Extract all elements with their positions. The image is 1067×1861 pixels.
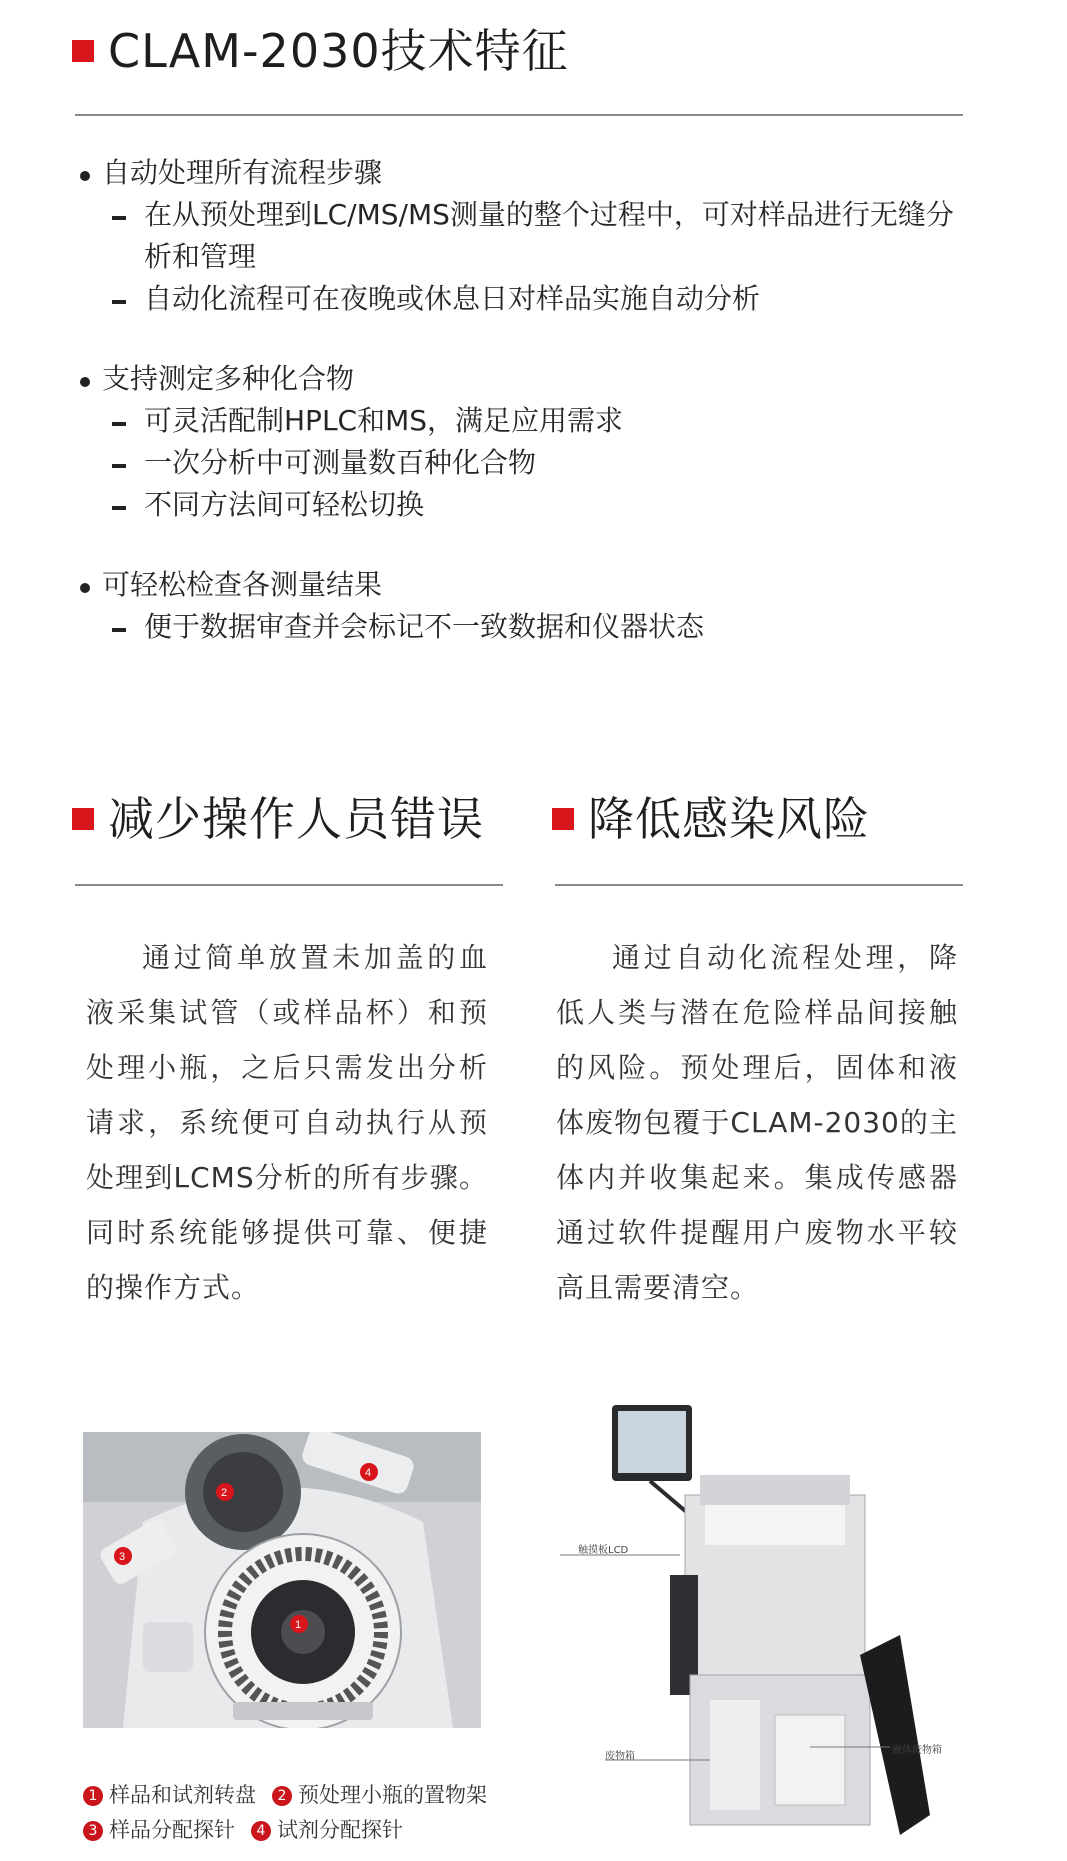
bullet-item [78, 152, 978, 194]
bullet-text: 自动处理所有流程步骤 [102, 156, 383, 189]
liquid-waste-label: 液体废物箱 [892, 1745, 942, 1756]
caption-item [251, 1813, 403, 1848]
main-heading [72, 24, 569, 78]
sub-text: 可灵活配制HPLC和MS，满足应用需求 [144, 404, 624, 437]
right-section-title: 降低感染风险 [588, 792, 870, 846]
caption-item [83, 1813, 235, 1848]
sub-text: 不同方法间可轻松切换 [144, 488, 425, 521]
left-paragraph: 通过简单放置未加盖的血液采集试管（或样品杯）和预处理小瓶，之后只需发出分析请求，系统便可自动执行从预处理到LCMS分析的所有步骤。同时系统能够提供可靠、便捷的操作方式。 [86, 941, 488, 1304]
dash-icon [112, 628, 126, 632]
waste-box-label: 废物箱 [605, 1751, 635, 1762]
sub-text: 便于数据审查并会标记不一致数据和仪器状态 [144, 610, 705, 643]
number-badge-icon: 1 [83, 1786, 103, 1806]
left-divider [75, 884, 503, 886]
instrument-photo [560, 1405, 980, 1840]
right-paragraph: 通过自动化流程处理，降低人类与潜在危险样品间接触的风险。预处理后，固体和液体废物包覆于CLAM-2030的主体内并收集起来。集成传感器通过软件提醒用户废物水平较高且需要清空。 [556, 941, 958, 1304]
sub-text: 在从预处理到LC/MS/MS测量的整个过程中，可对样品进行无缝分析和管理 [144, 198, 954, 273]
sub-text: 自动化流程可在夜晚或休息日对样品实施自动分析 [144, 282, 761, 315]
sub-item [78, 400, 978, 442]
marker-3-label: 3 [119, 1551, 126, 1563]
marker-4-label: 4 [365, 1467, 372, 1479]
number-badge-icon: 2 [272, 1786, 292, 1806]
dash-icon [112, 300, 126, 304]
red-square-icon [552, 808, 574, 830]
left-section-heading [72, 792, 484, 846]
dash-icon [112, 464, 126, 468]
sub-text: 一次分析中可测量数百种化合物 [144, 446, 537, 479]
bullet-text: 支持测定多种化合物 [102, 362, 355, 395]
bullet-dot-icon [80, 583, 90, 593]
bullet-item [78, 564, 978, 606]
sub-item [78, 606, 978, 648]
caption-label: 预处理小瓶的置物架 [298, 1783, 487, 1807]
photo-caption [83, 1778, 503, 1848]
sub-item [78, 194, 978, 278]
caption-label: 样品分配探针 [109, 1818, 235, 1842]
instrument-illustration [560, 1405, 980, 1840]
dash-icon [112, 422, 126, 426]
caption-row [83, 1813, 503, 1848]
feature-group [78, 564, 978, 648]
right-section-heading [552, 792, 870, 846]
title-divider [75, 114, 963, 116]
dash-icon [112, 216, 126, 220]
red-square-icon [72, 40, 94, 62]
number-badge-icon: 3 [83, 1821, 103, 1841]
dash-icon [112, 506, 126, 510]
right-divider [555, 884, 963, 886]
bullet-dot-icon [80, 377, 90, 387]
sub-item [78, 442, 978, 484]
feature-group [78, 152, 978, 320]
feature-list [78, 152, 978, 686]
caption-label: 样品和试剂转盘 [109, 1783, 256, 1807]
sub-item [78, 278, 978, 320]
red-square-icon [72, 808, 94, 830]
autosampler-photo [83, 1432, 481, 1728]
page-title: CLAM-2030技术特征 [108, 24, 569, 78]
left-section-title: 减少操作人员错误 [108, 792, 484, 846]
lcd-label: 触摸板LCD [578, 1545, 629, 1556]
marker-1-label: 1 [295, 1619, 302, 1631]
feature-group [78, 358, 978, 526]
autosampler-illustration [83, 1432, 481, 1728]
bullet-text: 可轻松检查各测量结果 [102, 568, 383, 601]
caption-item [83, 1778, 256, 1813]
caption-item [272, 1778, 487, 1813]
bullet-item [78, 358, 978, 400]
caption-row [83, 1778, 503, 1813]
number-badge-icon: 4 [251, 1821, 271, 1841]
caption-label: 试剂分配探针 [277, 1818, 403, 1842]
bullet-dot-icon [80, 171, 90, 181]
marker-2-label: 2 [221, 1487, 228, 1499]
sub-item [78, 484, 978, 526]
